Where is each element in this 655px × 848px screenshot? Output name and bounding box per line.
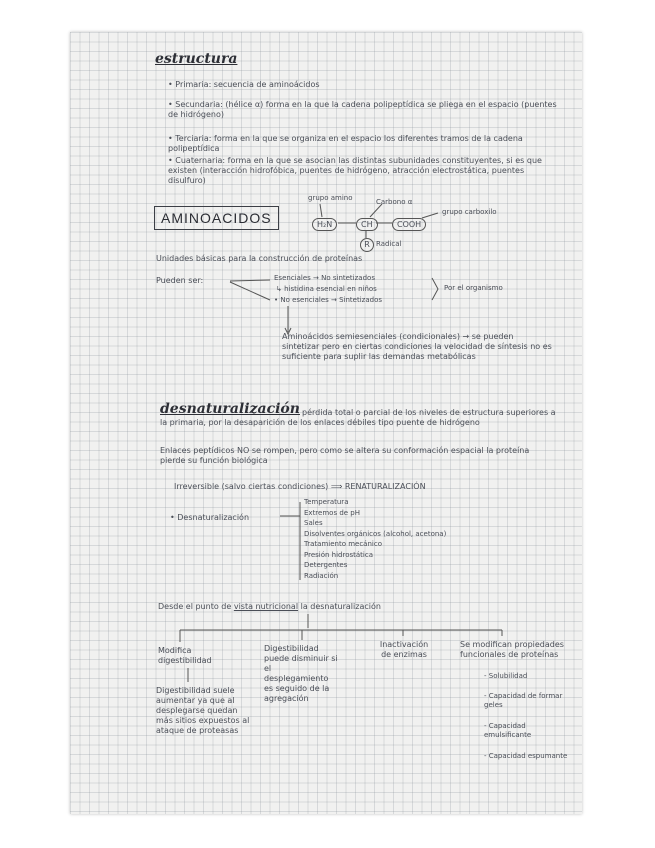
arrow-line — [230, 280, 270, 281]
estructura-title: estructura — [155, 51, 238, 67]
grupo-carboxilo-label: grupo carboxilo — [442, 208, 497, 216]
histidina-line: ↳ histidina esencial en niños — [276, 285, 377, 293]
agente-item: Presión hidrostática — [304, 550, 374, 559]
ch-group: CH — [356, 218, 378, 231]
h2n-group: H₂N — [312, 218, 337, 231]
propiedad-item: - Capacidad de formar geles — [484, 692, 563, 709]
propiedad-item: - Capacidad emulsificante — [484, 722, 532, 739]
r-group: R — [360, 238, 374, 252]
diagram-lines — [70, 32, 582, 814]
no-esenciales-line: • No esenciales → Sintetizados — [274, 296, 382, 304]
secundaria-line: • Secundaria: (hélice α) forma en la que la cadena polipeptídica se pliega en el espacio (puentes de hidrógeno) — [168, 100, 557, 119]
pueden-ser-label: Pueden ser: — [156, 276, 204, 285]
heading-underlined: vista nutricional — [233, 602, 299, 611]
pointer-line — [422, 213, 438, 218]
pointer-line — [370, 204, 382, 217]
irreversible-line: Irreversible (salvo ciertas condiciones) ⟹ RENATURALIZACIÓN — [174, 482, 426, 491]
semiesenciales-note: Aminoácidos semiesenciales (condicionales) → se pueden sintetizar pero en ciertas condiciones la velocidad de síntesis no es suficiente para suplir las demandas metabólicas — [282, 332, 552, 361]
heading-pre: Desde el punto de — [158, 602, 234, 611]
notebook-page — [70, 32, 582, 814]
col4-title: Se modifican propiedades funcionales de proteínas — [460, 640, 564, 659]
radical-label: Radical — [376, 240, 402, 248]
agente-item: Detergentes — [304, 561, 348, 569]
desnaturalizacion-definicion: pérdida total o parcial de los niveles de estructura superiores a la primaria, por la desaparición de los enlaces débiles tipo puente de hidrógeno — [160, 408, 556, 427]
agentes-label: • Desnaturalización — [170, 513, 250, 522]
por-organismo-label: Por el organismo — [444, 284, 503, 292]
agente-item: Tratamiento mecánico — [304, 540, 382, 548]
unidades-line: Unidades básicas para la construcción de proteínas — [156, 254, 363, 263]
primaria-line: • Primaria: secuencia de aminoácidos — [168, 80, 320, 89]
bracket — [432, 278, 438, 300]
agente-item: Extremos de pH — [304, 508, 360, 517]
aminoacidos-box: AMINOACIDOS — [154, 206, 279, 230]
cooh-group: COOH — [392, 218, 426, 231]
col2-body: Digestibilidad puede disminuir si el desplegamiento es seguido de la agregación — [264, 644, 338, 703]
terciaria-line: • Terciaria: forma en la que se organiza en el espacio los diferentes tramos de la cadena polipeptídica — [168, 134, 523, 153]
agente-item: Disolventes orgánicos (alcohol, acetona) — [304, 529, 447, 538]
propiedad-item: - Capacidad espumante — [484, 752, 568, 760]
propiedad-item: - Solubilidad — [484, 672, 528, 680]
carbono-alfa-label: Carbono α — [376, 198, 413, 206]
agente-item: Sales — [304, 519, 323, 527]
agente-item: Radiación — [304, 571, 339, 580]
cuaternaria-line: • Cuaternaria: forma en la que se asocian las distintas subunidades constituyentes, si es que existen (interacción hidrofóbica, puentes de hidrógeno, atracción electrostática, puentes disulfuro) — [168, 156, 542, 185]
agente-item: Temperatura — [304, 498, 349, 506]
arrow-line — [230, 282, 270, 300]
col3-body: Inactivación de enzimas — [379, 640, 429, 659]
grupo-amino-label: grupo amino — [308, 194, 353, 202]
col1-body: Digestibilidad suele aumentar ya que al desplegarse quedan más sitios expuestos al ataque de proteasas — [156, 686, 250, 735]
col1-title: Modifica digestibilidad — [158, 646, 212, 665]
enlaces-line: Enlaces peptídicos NO se rompen, pero como se altera su conformación espacial la proteína pierde su función biológica — [160, 446, 530, 465]
heading-post: la desnaturalización — [298, 602, 381, 611]
esenciales-line: Esenciales → No sintetizados — [274, 274, 375, 282]
pointer-line — [320, 204, 322, 217]
desnaturalizacion-title: desnaturalización — [160, 401, 300, 417]
